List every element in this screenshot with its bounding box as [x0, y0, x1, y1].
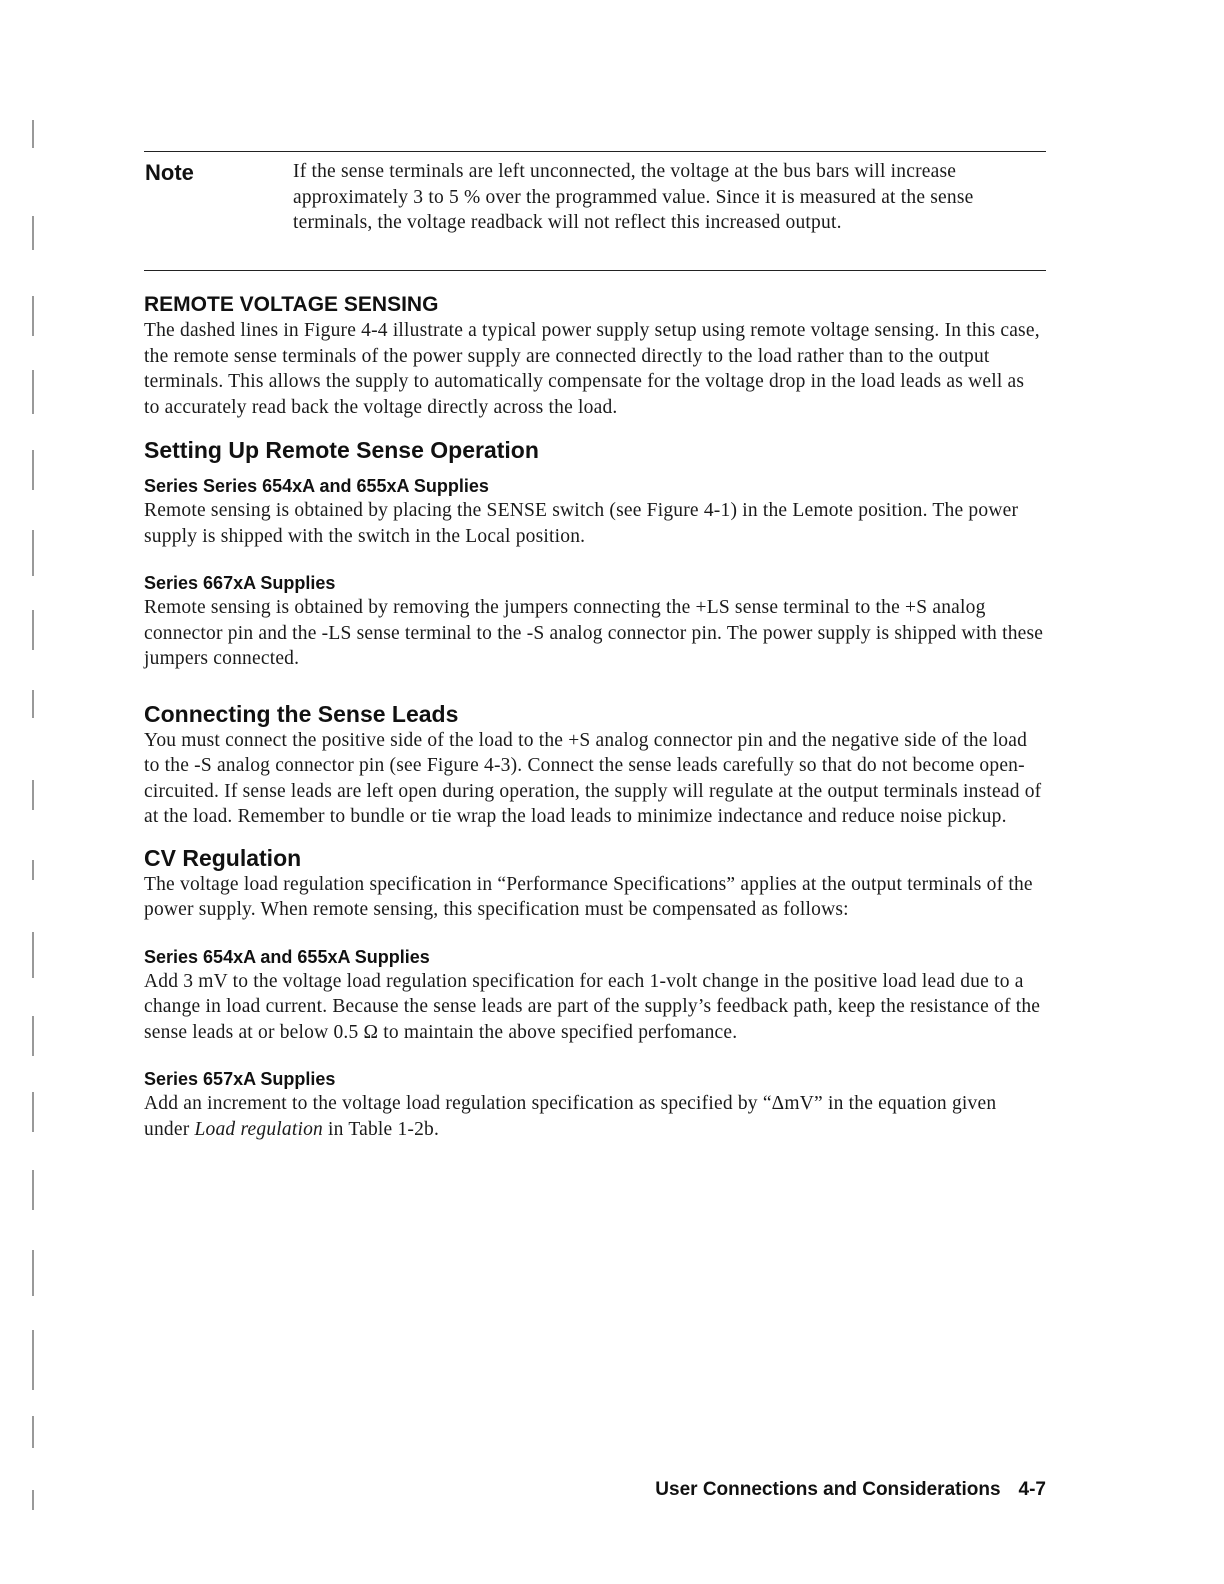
table-reference-italic: Load regulation	[194, 1118, 323, 1140]
paragraph-cv-series-654-655: Add 3 mV to the voltage load regulation specification for each 1-volt change in the positive load lead due to a change in load current. Because the sense leads are part of the supply’s feedback path, keep the resistance of the sense leads at or below 0.5 Ω to maintain the above specified perfomance.	[144, 970, 1041, 1043]
subheading-series-667: Series 667xA Supplies	[144, 573, 336, 593]
section-heading-remote-voltage-sensing: REMOTE VOLTAGE SENSING	[144, 293, 439, 316]
paragraph-series-654-655-sense: Remote sensing is obtained by placing the SENSE switch (see Figure 4-1) in the Lemote position. The power supply is shipped with the switch in the Local position.	[144, 500, 1019, 547]
note-label: Note	[145, 160, 194, 185]
subheading-cv-series-657: Series 657xA Supplies	[144, 1069, 336, 1089]
paragraph-cv-series-657-text-b: in Table 1-2b.	[322, 1118, 440, 1140]
paragraph-cv-series-657	[144, 1091, 1044, 1142]
page-footer	[655, 1479, 1046, 1501]
page-number: 4-7	[1018, 1479, 1046, 1500]
main-content	[144, 292, 1044, 1142]
paragraph-remote-voltage-sensing: The dashed lines in Figure 4-4 illustrate a typical power supply setup using remote voltage sensing. In this case, the remote sense terminals of the power supply are connected directly to the load rather than to the output terminals. This allows the supply to automatically compensate for the voltage drop in the load leads as well as to accurately read back the voltage directly across the load.	[144, 320, 1040, 418]
paragraph-series-667-sense: Remote sensing is obtained by removing the jumpers connecting the +LS sense terminal to the +S analog connector pin and the -LS sense terminal to the -S analog connector pin. The power supply is shipped with these jumpers connected.	[144, 597, 1044, 669]
note-bottom-rule	[144, 270, 1046, 271]
section-heading-setting-up: Setting Up Remote Sense Operation	[144, 437, 539, 463]
scan-binding-marks	[28, 120, 42, 1570]
subheading-series-654-655: Series Series 654xA and 655xA Supplies	[144, 476, 489, 496]
paragraph-cv-regulation: The voltage load regulation specification in “Performance Specifications” applies at the output terminals of the power supply. When remote sensing, this specification must be compensated as follows:	[144, 873, 1033, 920]
subheading-cv-series-654-655: Series 654xA and 655xA Supplies	[144, 946, 430, 967]
note-top-rule	[144, 151, 1046, 152]
note-text: If the sense terminals are left unconnected, the voltage at the bus bars will increase approximately 3 to 5 % over the programmed value. Since it is measured at the sense terminals, the voltage readback will not reflect this increased output.	[293, 161, 974, 233]
paragraph-cv-series-657-text-a: Add an increment to the voltage load regulation specification as specified by “ΔmV” in the equation given under	[144, 1093, 997, 1140]
section-heading-connecting-sense-leads: Connecting the Sense Leads	[144, 700, 459, 727]
footer-title: User Connections and Considerations	[655, 1479, 1001, 1500]
section-heading-cv-regulation: CV Regulation	[144, 844, 302, 871]
paragraph-connecting-sense-leads: You must connect the positive side of the load to the +S analog connector pin and the negative side of the load to the -S analog connector pin (see Figure 4-3). Connect the sense leads carefully so that do not become open-circuited. If sense leads are left open during operation, the supply will regulate at the output terminals instead of at the load. Remember to bundle or tie wrap the load leads to minimize indectance and reduce noise pickup.	[144, 729, 1042, 827]
